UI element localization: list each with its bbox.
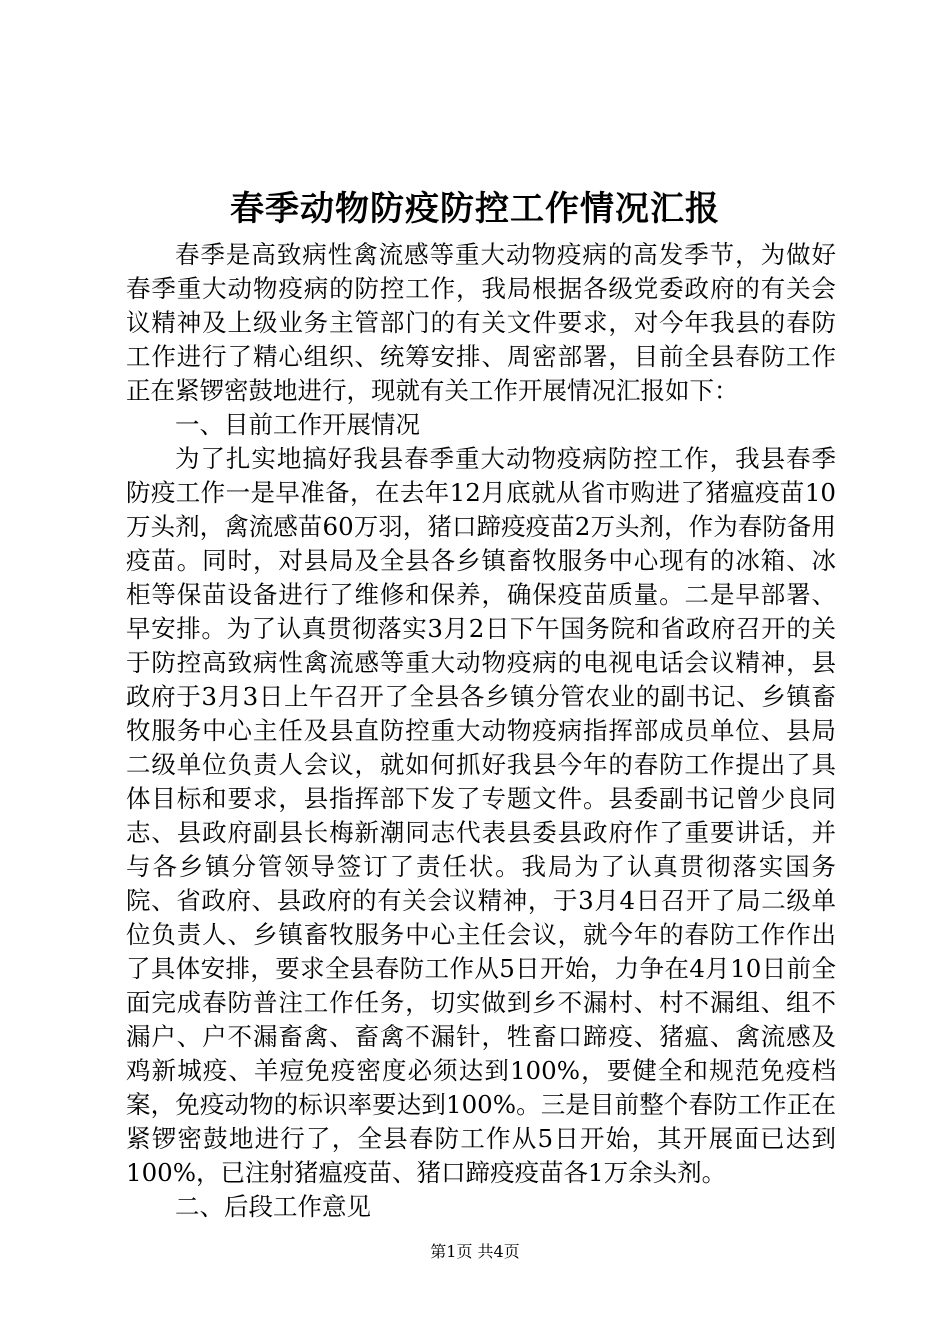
section-heading-2: 二、后段工作意见 — [175, 1192, 371, 1221]
document-title: 春季动物防疫防控工作情况汇报 — [230, 189, 720, 229]
page-number: 第1页 共4页 — [430, 1242, 520, 1261]
paragraph-intro: 春季是高致病性禽流感等重大动物疫病的高发季节，为做好春季重大动物疫病的防控工作，我局根据各级党委政府的有关会议精神及上级业务主管部门的有关文件要求，对今年我县的春防工作进行了精心组织、统筹安排、周密部署，目前全县春防工作正在紧锣密鼓地进行，现就有关工作开展情况汇报如下： — [126, 240, 836, 405]
section-heading-1: 一、目前工作开展情况 — [175, 410, 420, 439]
document-body — [126, 238, 836, 1224]
paragraph-section-1: 为了扎实地搞好我县春季重大动物疫病防控工作，我县春季防疫工作一是早准备，在去年12月底就从省市购进了猪瘟疫苗10万头剂，禽流感苗60万羽，猪口蹄疫疫苗2万头剂，作为春防备用疫苗。同时，对县局及全县各乡镇畜牧服务中心现有的冰箱、冰柜等保苗设备进行了维修和保养，确保疫苗质量。二是早部署、早安排。为了认真贯彻落实3月2日下午国务院和省政府召开的关于防控高致病性禽流感等重大动物疫病的电视电话会议精神，县政府于3月3日上午召开了全县各乡镇分管农业的副书记、乡镇畜牧服务中心主任及县直防控重大动物疫病指挥部成员单位、县局二级单位负责人会议，就如何抓好我县今年的春防工作提出了具体目标和要求，县指挥部下发了专题文件。县委副书记曾少良同志、县政府副县长梅新潮同志代表县委县政府作了重要讲话，并与各乡镇分管领导签订了责任状。我局为了认真贯彻落实国务院、省政府、县政府的有关会议精神，于3月4日召开了局二级单位负责人、乡镇畜牧服务中心主任会议，就今年的春防工作作出了具体安排，要求全县春防工作从5日开始，力争在4月10日前全面完成春防普注工作任务，切实做到乡不漏村、村不漏组、组不漏户、户不漏畜禽、畜禽不漏针，牲畜口蹄疫、猪瘟、禽流感及鸡新城疫、羊痘免疫密度必须达到100%，要健全和规范免疫档案，免疫动物的标识率要达到100%。三是目前整个春防工作正在紧锣密鼓地进行了，全县春防工作从5日开始，其开展面已达到100%，已注射猪瘟疫苗、猪口蹄疫疫苗各1万余头剂。 — [126, 444, 836, 1187]
